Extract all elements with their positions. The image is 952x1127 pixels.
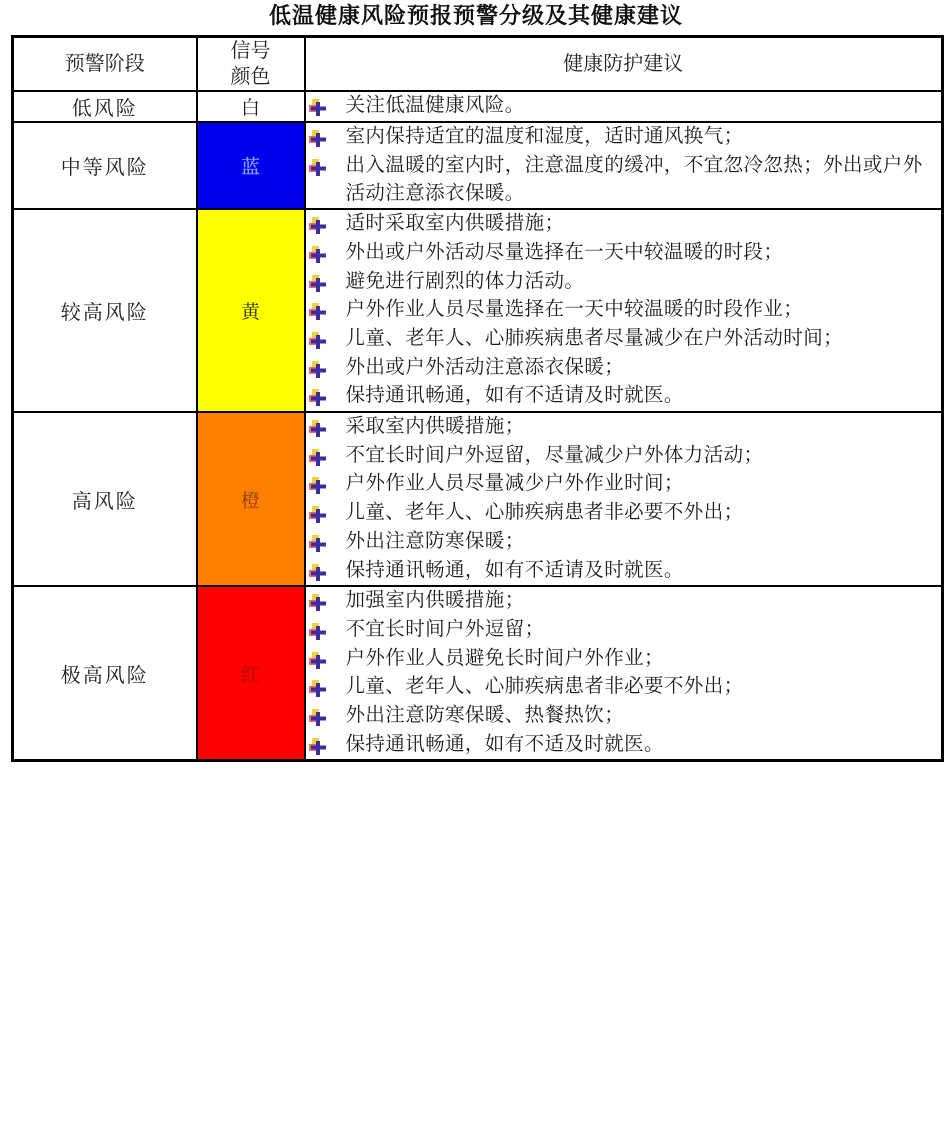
advice-item: [306, 702, 942, 730]
colored-cross-bullet-icon: [308, 129, 330, 149]
advice-list: [306, 587, 942, 758]
colored-cross-bullet-icon: [308, 274, 330, 294]
colored-cross-bullet-icon: [308, 388, 330, 408]
advice-item-text: 保持通讯畅通，如有不适及时就医。: [345, 733, 664, 755]
advice-item-text: 户外作业人员尽量减少户外作业时间；: [345, 473, 684, 495]
cell-risk-stage: 低风险: [13, 91, 197, 122]
colored-cross-bullet-icon: [308, 505, 330, 525]
advice-item-text: 外出注意防寒保暖、热餐热饮；: [345, 704, 625, 726]
advice-item: [306, 210, 942, 238]
colored-cross-bullet-icon: [308, 563, 330, 583]
cell-health-advice: [305, 209, 943, 412]
column-header-signal-color-line2: 颜色: [230, 66, 271, 89]
cell-signal-color: 橙: [197, 412, 305, 586]
advice-item-text: 避免进行剧烈的体力活动。: [345, 270, 585, 292]
cell-signal-color: 红: [197, 586, 305, 761]
advice-item-text: 外出注意防寒保暖；: [345, 530, 525, 552]
cell-risk-stage: 高风险: [13, 412, 197, 586]
advice-item: [306, 413, 942, 441]
advice-item: [306, 296, 942, 324]
advice-item-text: 外出或户外活动尽量选择在一天中较温暖的时段；: [345, 241, 784, 263]
colored-cross-bullet-icon: [308, 651, 330, 671]
advice-item: [306, 470, 942, 498]
advice-item-text: 儿童、老年人、心肺疾病患者非必要不外出；: [345, 676, 744, 698]
table-row: [13, 209, 943, 412]
advice-item-text: 保持通讯畅通，如有不适请及时就医。: [345, 385, 684, 407]
advice-item: [306, 673, 942, 701]
colored-cross-bullet-icon: [308, 245, 330, 265]
advice-item: [306, 645, 942, 673]
cell-risk-stage: 极高风险: [13, 586, 197, 761]
column-header-advice: [305, 37, 943, 92]
cell-signal-color: 黄: [197, 209, 305, 412]
advice-item-text: 户外作业人员避免长时间户外作业；: [345, 647, 664, 669]
advice-item: [306, 354, 942, 382]
column-header-stage: [13, 37, 197, 92]
colored-cross-bullet-icon: [308, 331, 330, 351]
advice-list: [306, 413, 942, 584]
advice-item: [306, 382, 942, 410]
cell-signal-color: 蓝: [197, 122, 305, 209]
colored-cross-bullet-icon: [308, 708, 330, 728]
advice-item-text: 儿童、老年人、心肺疾病患者尽量减少在户外活动时间；: [345, 328, 844, 349]
advice-item: [306, 92, 942, 120]
risk-grading-table: [11, 35, 944, 762]
colored-cross-bullet-icon: [308, 360, 330, 380]
advice-list: [306, 210, 942, 410]
cell-health-advice: [305, 122, 943, 209]
advice-item: [306, 442, 942, 470]
colored-cross-bullet-icon: [308, 448, 330, 468]
advice-item: [306, 587, 942, 615]
advice-item-text: 保持通讯畅通，如有不适请及时就医。: [345, 559, 684, 581]
colored-cross-bullet-icon: [308, 679, 330, 699]
cell-health-advice: [305, 586, 943, 761]
colored-cross-bullet-icon: [308, 302, 330, 322]
cell-health-advice: [305, 412, 943, 586]
colored-cross-bullet-icon: [308, 158, 330, 178]
advice-item-text: 户外作业人员尽量选择在一天中较温暖的时段作业；: [345, 299, 804, 321]
advice-item: [306, 499, 942, 527]
advice-list: [306, 123, 942, 207]
table-header-row: [13, 37, 943, 92]
advice-item: [306, 528, 942, 556]
advice-item-text: 儿童、老年人、心肺疾病患者非必要不外出；: [345, 502, 744, 524]
advice-item: [306, 123, 942, 151]
column-header-stage-label: 预警阶段: [64, 53, 145, 76]
advice-item: [306, 325, 942, 353]
advice-list: [306, 92, 942, 120]
page-title: 低温健康风险预报预警分级及其健康建议: [268, 3, 683, 28]
colored-cross-bullet-icon: [308, 419, 330, 439]
colored-cross-bullet-icon: [308, 593, 330, 613]
colored-cross-bullet-icon: [308, 622, 330, 642]
table-row: [13, 412, 943, 586]
advice-item-text: 加强室内供暖措施；: [345, 590, 525, 612]
column-header-signal-color-line1: 信号: [230, 40, 271, 63]
advice-item-text: 出入温暖的室内时，注意温度的缓冲，不宜忽冷忽热；外出或户外活动注意添衣保暖。: [345, 154, 923, 204]
table-row: [13, 91, 943, 122]
advice-item-text: 外出或户外活动注意添衣保暖；: [345, 356, 625, 378]
colored-cross-bullet-icon: [308, 98, 330, 118]
colored-cross-bullet-icon: [308, 737, 330, 757]
advice-item-text: 不宜长时间户外逗留；: [345, 618, 545, 640]
advice-item-text: 适时采取室内供暖措施；: [345, 213, 565, 235]
colored-cross-bullet-icon: [308, 476, 330, 496]
table-body: [13, 91, 943, 761]
colored-cross-bullet-icon: [308, 216, 330, 236]
advice-item-text: 采取室内供暖措施；: [345, 416, 525, 438]
cell-risk-stage: 中等风险: [13, 122, 197, 209]
advice-item: [306, 616, 942, 644]
cell-signal-color: 白: [197, 91, 305, 122]
column-header-advice-label: 健康防护建议: [563, 53, 684, 76]
advice-item: [306, 731, 942, 759]
advice-item: [306, 557, 942, 585]
table-header: [13, 37, 943, 92]
advice-item: [306, 239, 942, 267]
cell-health-advice: [305, 91, 943, 122]
table-row: [13, 122, 943, 209]
advice-item: [306, 152, 942, 207]
advice-item-text: 室内保持适宜的温度和湿度，适时通风换气；: [345, 126, 744, 148]
colored-cross-bullet-icon: [308, 534, 330, 554]
advice-item: [306, 268, 942, 296]
column-header-signal-color: [197, 37, 305, 92]
advice-item-text: 关注低温健康风险。: [345, 95, 525, 117]
table-row: [13, 586, 943, 761]
advice-item-text: 不宜长时间户外逗留，尽量减少户外体力活动；: [345, 444, 764, 466]
cell-risk-stage: 较高风险: [13, 209, 197, 412]
